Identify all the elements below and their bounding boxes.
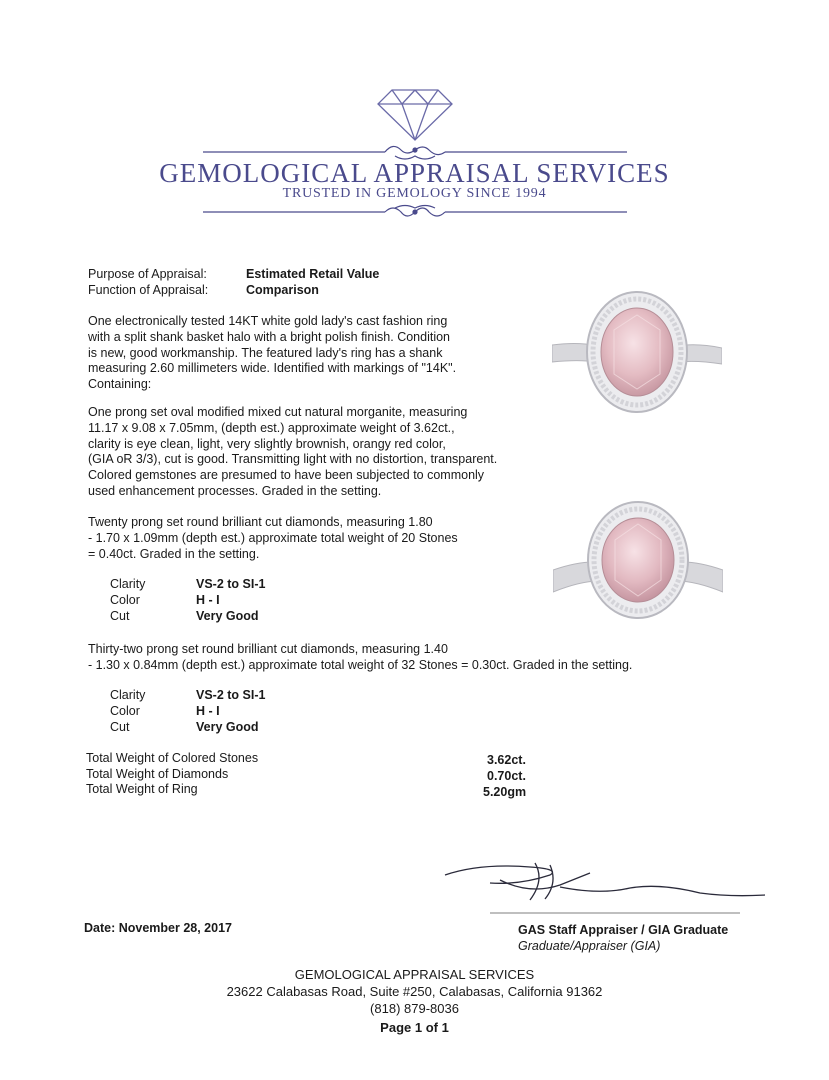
grade-label-clarity: Clarity	[110, 577, 146, 591]
grade-label-color: Color	[110, 704, 140, 718]
footer-company: GEMOLOGICAL APPRAISAL SERVICES	[294, 967, 535, 982]
center-stone-line: 11.17 x 9.08 x 7.05mm, (depth est.) approximate weight of 3.62ct.,	[88, 420, 455, 435]
page-number: Page 1 of 1	[380, 1020, 449, 1035]
footer-address: 23622 Calabasas Road, Suite #250, Calabasas, California 91362	[226, 984, 603, 999]
description-line: One electronically tested 14KT white gold lady's cast fashion ring	[88, 314, 448, 328]
total-colored-value: 3.62ct.	[487, 753, 526, 767]
description-line: is new, good workmanship. The featured lady's ring has a shank	[88, 345, 443, 360]
total-ring-value: 5.20gm	[483, 785, 527, 799]
appraiser-title: GAS Staff Appraiser / GIA Graduate	[518, 923, 729, 937]
total-diamonds-label: Total Weight of Diamonds	[86, 767, 229, 781]
center-stone-line: (GIA oR 3/3), cut is good. Transmitting light with no distortion, transparent.	[88, 452, 498, 467]
center-stone-description	[88, 405, 497, 500]
center-stone-line: clarity is eye clean, light, very slightly brownish, orangy red color,	[88, 436, 446, 451]
ring-description	[88, 314, 456, 393]
center-stone-line: used enhancement processes. Graded in the setting.	[88, 483, 382, 498]
grade-label-cut: Cut	[110, 720, 130, 734]
total-diamonds-value: 0.70ct.	[487, 769, 526, 783]
purpose-label: Purpose of Appraisal:	[88, 267, 207, 281]
purpose-value: Estimated Retail Value	[246, 267, 380, 281]
grade-value-clarity: VS-2 to SI-1	[196, 688, 266, 702]
diamonds-1-line: = 0.40ct. Graded in the setting.	[88, 546, 260, 561]
total-ring-label: Total Weight of Ring	[86, 782, 198, 796]
diamonds-2-line: - 1.30 x 0.84mm (depth est.) approximate total weight of 32 Stones = 0.30ct. Graded in the setting.	[88, 657, 633, 672]
grade-value-cut: Very Good	[196, 720, 259, 734]
description-line: with a split shank basket halo with a bright polish finish. Condition	[88, 329, 451, 344]
appraisal-date: Date: November 28, 2017	[84, 921, 232, 935]
diamonds-1-line: Twenty prong set round brilliant cut diamonds, measuring 1.80	[88, 515, 433, 529]
center-stone-line: One prong set oval modified mixed cut natural morganite, measuring	[88, 405, 468, 419]
diamonds-1-description	[88, 515, 458, 562]
grade-value-color: H - I	[196, 704, 220, 718]
grade-label-clarity: Clarity	[110, 688, 146, 702]
grade-value-clarity: VS-2 to SI-1	[196, 577, 266, 591]
function-label: Function of Appraisal:	[88, 283, 209, 297]
diamonds-1-line: - 1.70 x 1.09mm (depth est.) approximate total weight of 20 Stones	[88, 530, 458, 545]
center-stone-line: Colored gemstones are presumed to have been subjected to commonly	[88, 468, 485, 483]
footer-phone: (818) 879-8036	[370, 1001, 459, 1016]
company-tagline: TRUSTED IN GEMOLOGY SINCE 1994	[282, 186, 547, 201]
diamonds-2-line: Thirty-two prong set round brilliant cut diamonds, measuring 1.40	[88, 642, 448, 656]
grade-value-color: H - I	[196, 593, 220, 607]
description-line: Containing:	[88, 377, 152, 392]
company-name: GEMOLOGICAL APPRAISAL SERVICES	[159, 158, 670, 188]
grade-label-cut: Cut	[110, 609, 130, 623]
appraiser-subtitle: Graduate/Appraiser (GIA)	[518, 939, 661, 953]
ring-photo-bottom-icon	[553, 500, 723, 630]
signature-icon	[440, 855, 770, 915]
grade-label-color: Color	[110, 593, 140, 607]
function-value: Comparison	[246, 283, 319, 297]
ring-photo-top-icon	[552, 290, 722, 420]
total-colored-label: Total Weight of Colored Stones	[86, 751, 259, 765]
description-line: measuring 2.60 millimeters wide. Identified with markings of "14K".	[88, 361, 457, 376]
letterhead	[0, 0, 829, 230]
grade-value-cut: Very Good	[196, 609, 259, 623]
diamonds-2-description	[88, 642, 632, 674]
